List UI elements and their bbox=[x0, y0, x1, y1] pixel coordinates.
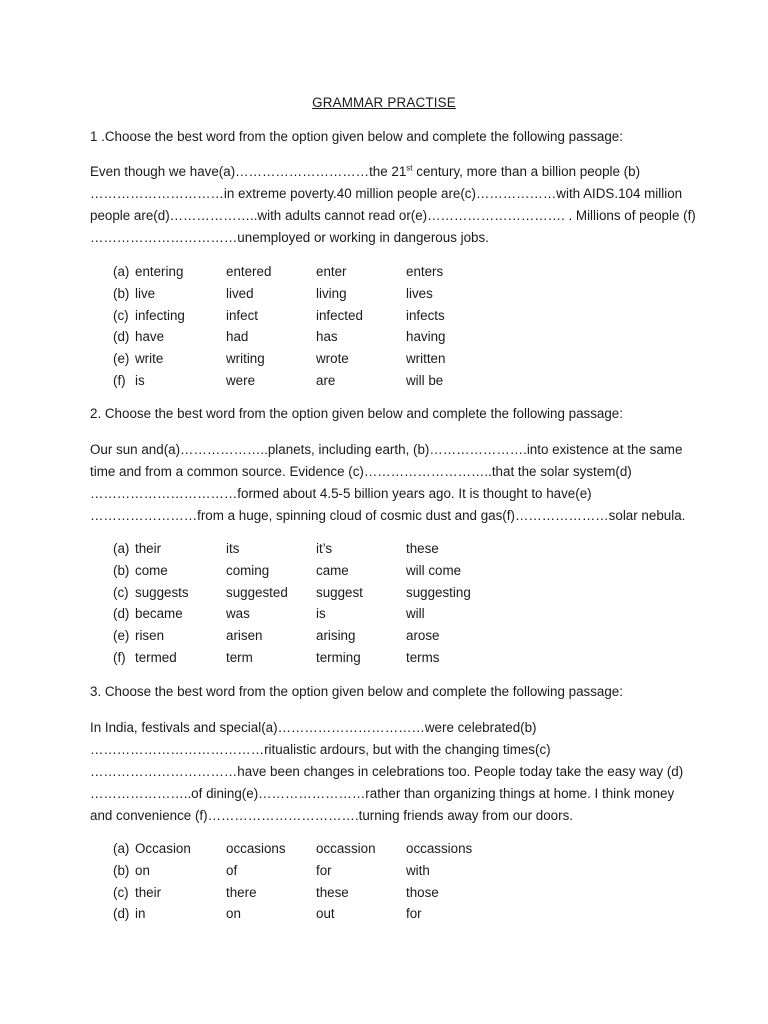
passage-line: ……………………………have been changes in celebrations too. People today take the easy way (d) bbox=[90, 764, 684, 779]
passage-2 bbox=[90, 439, 690, 527]
option-row: (c) suggests suggested suggest suggesting bbox=[113, 584, 471, 600]
option-row: (d) in on out for bbox=[113, 906, 422, 922]
passage-line: Even though we have(a)…………………………the 21st century, more than a billion people (b) bbox=[90, 163, 641, 179]
passage-line: ……………………………unemployed or working in dangerous jobs. bbox=[90, 230, 489, 245]
passage-line: …………………..of dining(e)……………………rather than organizing things at home. I think money bbox=[90, 786, 675, 801]
question-3: 3. Choose the best word from the option given below and complete the following passage: bbox=[90, 684, 623, 699]
option-row: (a) Occasion occasions occassion occassions bbox=[113, 841, 473, 856]
option-row: (f) is were are will be bbox=[113, 372, 444, 388]
option-row: (d) became was is will bbox=[113, 606, 425, 622]
question-1: 1 .Choose the best word from the option given below and complete the following passage: bbox=[90, 129, 623, 144]
passage-3 bbox=[90, 717, 690, 827]
options-3 bbox=[113, 838, 533, 925]
option-row: (f) termed term terming terms bbox=[113, 649, 440, 665]
option-row: (a) entering entered enter enters bbox=[113, 264, 444, 279]
option-row: (e) write writing wrote written bbox=[113, 351, 446, 367]
option-row: (b) live lived living lives bbox=[113, 285, 433, 301]
passage-line: …………………………in extreme poverty.40 million people are(c)………………with AIDS.104 million bbox=[90, 186, 683, 201]
option-row: (c) their there these those bbox=[113, 884, 439, 900]
options-1 bbox=[113, 261, 533, 392]
passage-1 bbox=[90, 161, 696, 249]
option-row: (b) come coming came will come bbox=[113, 562, 462, 578]
option-row: (e) risen arisen arising arose bbox=[113, 628, 440, 644]
passage-line: ……………………………formed about 4.5-5 billion years ago. It is thought to have(e) bbox=[90, 486, 592, 501]
passage-line: In India, festivals and special(a)……………………………were celebrated(b) bbox=[90, 720, 537, 735]
passage-line: time and from a common source. Evidence (c)………………………..that the solar system(d) bbox=[90, 464, 632, 479]
page-title: GRAMMAR PRACTISE bbox=[312, 95, 456, 110]
option-row: (a) their its it’s these bbox=[113, 541, 439, 556]
passage-line: ……………………from a huge, spinning cloud of cosmic dust and gas(f)…………………solar nebula. bbox=[90, 508, 686, 523]
options-2 bbox=[113, 538, 533, 669]
passage-line: …………………………………ritualistic ardours, but with the changing times(c) bbox=[90, 742, 551, 757]
passage-line: people are(d)………………..with adults cannot read or(e)…………………………. . Millions of people (f) bbox=[90, 208, 696, 223]
option-row: (b) on of for with bbox=[113, 862, 430, 878]
option-row: (d) have had has having bbox=[113, 329, 446, 345]
passage-line: and convenience (f)…………………………….turning friends away from our doors. bbox=[90, 808, 573, 823]
option-row: (c) infecting infect infected infects bbox=[113, 307, 445, 323]
question-2: 2. Choose the best word from the option given below and complete the following passage: bbox=[90, 406, 623, 421]
passage-line: Our sun and(a)………………..planets, including earth, (b)………………….into existence at the same bbox=[90, 442, 683, 457]
ordinal-superscript: st bbox=[406, 163, 413, 173]
